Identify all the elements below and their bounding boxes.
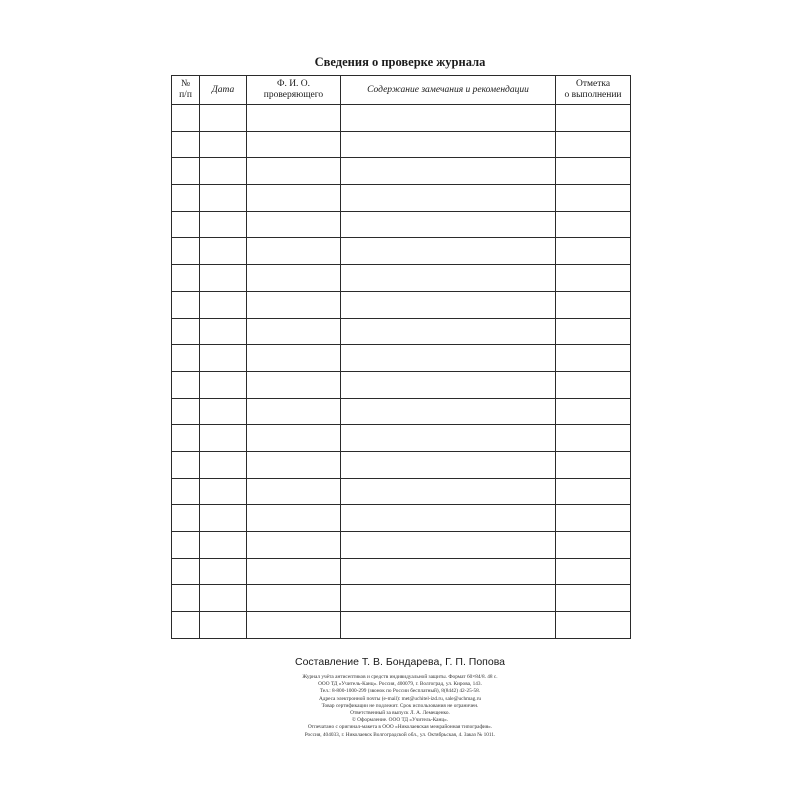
imprint-line: Россия, 404033, г. Николаевск Волгоградской обл., ул. Октябрьская, 4. Заказ № 1011. xyxy=(304,731,496,738)
imprint-line: Ответственный за выпуск Л. А. Лемещенко. xyxy=(350,710,450,717)
table-row xyxy=(172,558,631,585)
table-cell xyxy=(200,532,247,559)
table-cell xyxy=(172,211,200,238)
table-cell xyxy=(341,238,556,265)
table-cell xyxy=(247,532,341,559)
table-cell xyxy=(341,612,556,639)
table-cell xyxy=(247,211,341,238)
table-cell xyxy=(200,291,247,318)
table-cell xyxy=(172,185,200,212)
imprint-line: Товар сертификации не подлежит. Срок использования не ограничен. xyxy=(321,702,479,709)
table-cell xyxy=(556,585,631,612)
table-cell xyxy=(556,238,631,265)
table-cell xyxy=(341,585,556,612)
table-row xyxy=(172,585,631,612)
table-row xyxy=(172,105,631,132)
table-cell xyxy=(341,478,556,505)
table-row xyxy=(172,425,631,452)
table-cell xyxy=(247,345,341,372)
table-cell xyxy=(172,612,200,639)
table-cell xyxy=(341,291,556,318)
table-cell xyxy=(341,185,556,212)
table-cell xyxy=(200,158,247,185)
table-cell xyxy=(556,451,631,478)
table-cell xyxy=(556,398,631,425)
imprint-line: Журнал учёта антисептиков и средств индивидуальной защиты. Формат 60×84/8. 48 с. xyxy=(302,674,498,680)
table-cell xyxy=(247,238,341,265)
table-cell xyxy=(200,398,247,425)
table-row xyxy=(172,612,631,639)
table-cell xyxy=(247,158,341,185)
table-cell xyxy=(172,345,200,372)
imprint-line: Отпечатано с оригинал-макета в ООО «Николаевская межрайонная типография». xyxy=(307,724,493,731)
table-cell xyxy=(247,371,341,398)
table-cell xyxy=(200,585,247,612)
imprint-line: ООО ТД «Учитель-Канц». Россия, 400079, г. Волгоград, ул. Кирова, 143. xyxy=(318,681,482,688)
table-cell xyxy=(247,451,341,478)
table-cell xyxy=(341,345,556,372)
table-cell xyxy=(172,505,200,532)
table-cell xyxy=(341,158,556,185)
table-cell xyxy=(247,425,341,452)
table-cell xyxy=(556,105,631,132)
table-row xyxy=(172,505,631,532)
page-title: Сведения о проверке журнала xyxy=(314,55,486,69)
table-cell xyxy=(341,451,556,478)
table-row xyxy=(172,185,631,212)
table-row xyxy=(172,478,631,505)
imprint-block xyxy=(0,674,800,739)
table-cell xyxy=(172,585,200,612)
table-cell xyxy=(200,238,247,265)
table-cell xyxy=(247,318,341,345)
table-cell xyxy=(200,131,247,158)
table-cell xyxy=(200,105,247,132)
table-cell xyxy=(200,478,247,505)
table-cell xyxy=(200,345,247,372)
table-cell xyxy=(172,158,200,185)
table-cell xyxy=(172,451,200,478)
table-cell xyxy=(172,398,200,425)
table-cell xyxy=(172,265,200,292)
table-cell xyxy=(341,131,556,158)
table-cell xyxy=(247,505,341,532)
table-cell xyxy=(556,425,631,452)
table-cell xyxy=(247,131,341,158)
table-row xyxy=(172,211,631,238)
table-cell xyxy=(341,211,556,238)
table-cell xyxy=(172,291,200,318)
header-date: Дата xyxy=(200,76,247,105)
table-cell xyxy=(556,345,631,372)
inspection-table xyxy=(171,75,631,639)
table-row xyxy=(172,238,631,265)
table-cell xyxy=(247,585,341,612)
table-row xyxy=(172,158,631,185)
table-cell xyxy=(200,211,247,238)
header-inspector-text: Ф. И. О. проверяющего xyxy=(263,79,324,100)
table-cell xyxy=(247,185,341,212)
table-row xyxy=(172,398,631,425)
table-cell xyxy=(341,371,556,398)
table-cell xyxy=(341,558,556,585)
table-cell xyxy=(341,532,556,559)
table-row xyxy=(172,291,631,318)
credits: Составление Т. В. Бондарева, Г. П. Попова xyxy=(295,656,505,668)
table-cell xyxy=(341,105,556,132)
table-cell xyxy=(172,425,200,452)
table-row xyxy=(172,451,631,478)
table-row xyxy=(172,265,631,292)
table-row xyxy=(172,318,631,345)
table-cell xyxy=(341,425,556,452)
table-cell xyxy=(172,478,200,505)
table-cell xyxy=(556,211,631,238)
table-cell xyxy=(200,612,247,639)
table-cell xyxy=(200,265,247,292)
imprint-line: Адреса электронной почты (e-mail): met@uchitel-izd.ru, sale@uchmag.ru xyxy=(318,695,482,702)
table-header-row xyxy=(172,76,631,105)
table-cell xyxy=(247,558,341,585)
table-cell xyxy=(172,532,200,559)
table-cell xyxy=(556,185,631,212)
header-completion-text: Отметка о выполнении xyxy=(564,79,622,100)
table-cell xyxy=(247,478,341,505)
table-cell xyxy=(341,505,556,532)
table-cell xyxy=(200,371,247,398)
table-cell xyxy=(556,532,631,559)
header-inspector xyxy=(247,76,341,105)
table-cell xyxy=(556,558,631,585)
table-cell xyxy=(172,105,200,132)
table-row xyxy=(172,131,631,158)
table-cell xyxy=(200,451,247,478)
table-cell xyxy=(556,291,631,318)
table-cell xyxy=(200,185,247,212)
table-cell xyxy=(556,478,631,505)
header-number-text: № п/п xyxy=(179,79,192,100)
table-cell xyxy=(556,505,631,532)
table-cell xyxy=(556,318,631,345)
table-body xyxy=(172,105,631,639)
table-cell xyxy=(200,505,247,532)
table-cell xyxy=(200,318,247,345)
table-cell xyxy=(172,238,200,265)
header-remarks: Содержание замечания и рекомендации xyxy=(341,76,556,105)
table-cell xyxy=(556,131,631,158)
table-cell xyxy=(556,265,631,292)
table-cell xyxy=(172,131,200,158)
table-cell xyxy=(341,398,556,425)
table-cell xyxy=(247,398,341,425)
table-row xyxy=(172,371,631,398)
header-completion xyxy=(556,76,631,105)
table-cell xyxy=(247,612,341,639)
table-cell xyxy=(247,265,341,292)
table-cell xyxy=(247,291,341,318)
table-cell xyxy=(556,371,631,398)
table-cell xyxy=(247,105,341,132)
table-cell xyxy=(172,318,200,345)
table-cell xyxy=(200,425,247,452)
table-cell xyxy=(556,158,631,185)
table-cell xyxy=(200,558,247,585)
imprint-line: © Оформление. ООО ТД «Учитель-Канц». xyxy=(351,717,449,724)
table-cell xyxy=(341,318,556,345)
table-cell xyxy=(172,371,200,398)
imprint-line: Тел.: 8-800-1000-299 (звонок по России бесплатный), 8(8442) 42-25-58. xyxy=(319,688,481,695)
table-cell xyxy=(172,558,200,585)
table-row xyxy=(172,345,631,372)
header-number xyxy=(172,76,200,105)
table-row xyxy=(172,532,631,559)
table-cell xyxy=(341,265,556,292)
table-cell xyxy=(556,612,631,639)
